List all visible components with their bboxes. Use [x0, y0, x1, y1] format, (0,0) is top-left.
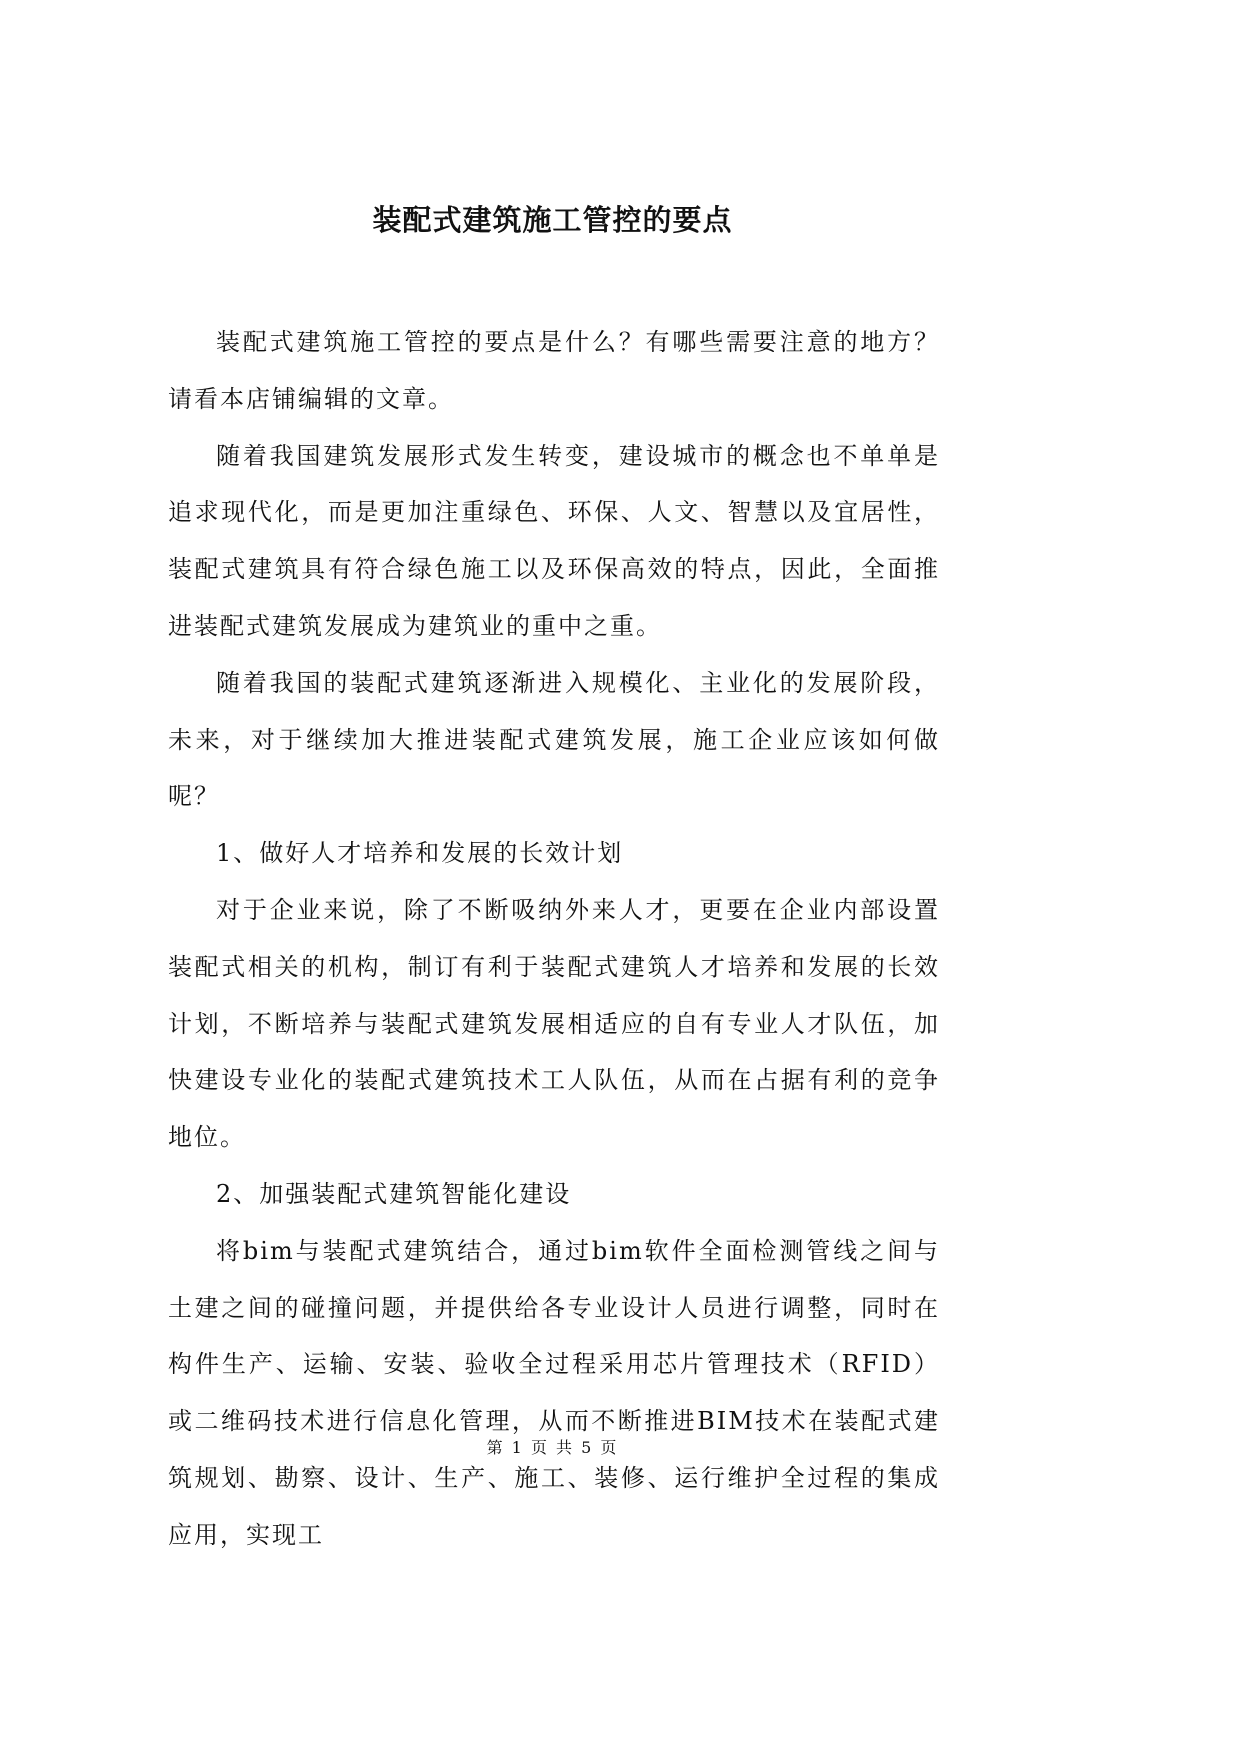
paragraph-question: 随着我国的装配式建筑逐渐进入规模化、主业化的发展阶段，未来，对于继续加大推进装配式建筑发展，施工企业应该如何做呢？	[168, 668, 940, 811]
document-body	[168, 314, 940, 1564]
heading-intelligent-construction: 2、加强装配式建筑智能化建设	[216, 1179, 572, 1208]
page-title: 装配式建筑施工管控的要点	[372, 203, 733, 237]
paragraph-talent-plan: 对于企业来说，除了不断吸纳外来人才，更要在企业内部设置装配式相关的机构，制订有利于装配式建筑人才培养和发展的长效计划，不断培养与装配式建筑发展相适应的自有专业人才队伍，加快建设专业化的装配式建筑技术工人队伍，从而在占据有利的竞争地位。	[168, 895, 940, 1152]
paragraph-intro: 装配式建筑施工管控的要点是什么？有哪些需要注意的地方？请看本店铺编辑的文章。	[168, 328, 940, 413]
heading-talent-plan: 1、做好人才培养和发展的长效计划	[216, 839, 624, 868]
page-number-footer: 第 1 页 共 5 页	[486, 1438, 619, 1457]
paragraph-background: 随着我国建筑发展形式发生转变，建设城市的概念也不单单是追求现代化，而是更加注重绿色、环保、人文、智慧以及宜居性，装配式建筑具有符合绿色施工以及环保高效的特点，因此，全面推进装配式建筑发展成为建筑业的重中之重。	[168, 441, 940, 640]
paragraph-bim: 将bim与装配式建筑结合，通过bim软件全面检测管线之间与土建之间的碰撞问题，并提供给各专业设计人员进行调整，同时在构件生产、运输、安装、验收全过程采用芯片管理技术（RFID）或二维码技术进行信息化管理，从而不断推进BIM技术在装配式建筑规划、勘察、设计、生产、施工、装修、运行维护全过程的集成应用，实现工	[168, 1236, 940, 1549]
